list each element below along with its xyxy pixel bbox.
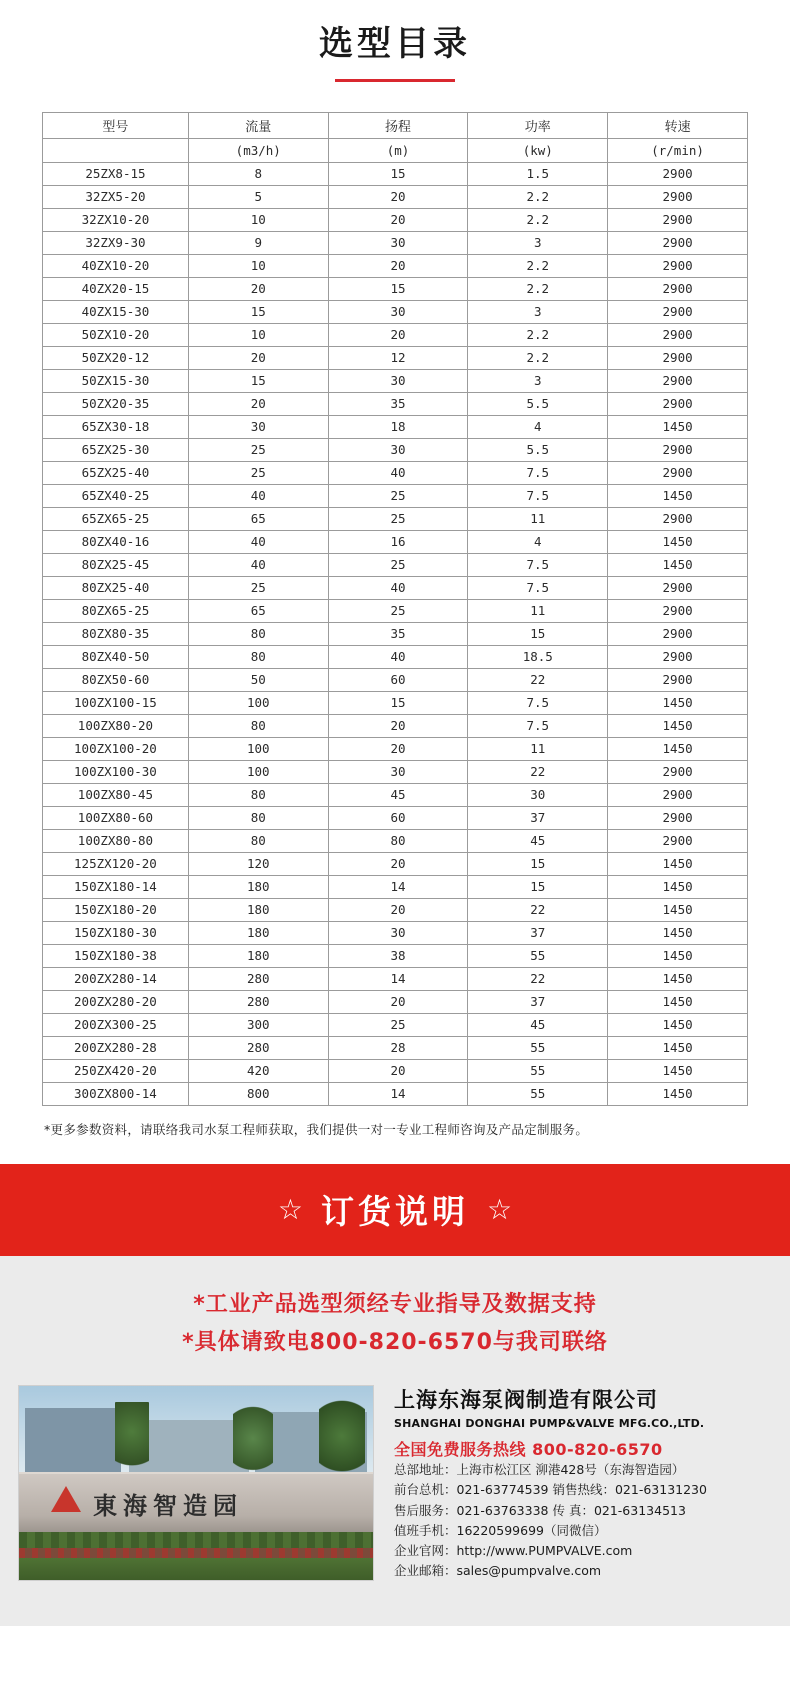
cell-value: 65 [188, 599, 328, 622]
table-note: *更多参数资料，请联络我司水泵工程师获取，我们提供一对一专业工程师咨询及产品定制服务。 [44, 1121, 589, 1137]
table-row [43, 622, 748, 645]
header-cell: 转速 [608, 112, 748, 138]
cell-value: 7.5 [468, 553, 608, 576]
promo-block [0, 1286, 790, 1363]
cell-value: 12 [328, 346, 468, 369]
cell-value: 15 [328, 277, 468, 300]
table-row [43, 714, 748, 737]
cell-model: 250ZX420-20 [43, 1059, 189, 1082]
table-row [43, 392, 748, 415]
cell-value: 1450 [608, 1013, 748, 1036]
cell-model: 50ZX10-20 [43, 323, 189, 346]
cell-value: 2.2 [468, 208, 608, 231]
footer-section [0, 1256, 790, 1626]
cell-value: 2.2 [468, 277, 608, 300]
table-row [43, 231, 748, 254]
cell-value: 280 [188, 967, 328, 990]
cell-value: 2900 [608, 599, 748, 622]
title-underline [335, 79, 455, 82]
cell-model: 50ZX20-12 [43, 346, 189, 369]
table-row [43, 875, 748, 898]
table-row [43, 921, 748, 944]
cell-value: 100 [188, 760, 328, 783]
cell-value: 2900 [608, 438, 748, 461]
cell-value: 20 [328, 254, 468, 277]
cell-value: 2900 [608, 783, 748, 806]
cell-value: 80 [188, 829, 328, 852]
cell-model: 80ZX50-60 [43, 668, 189, 691]
cell-value: 3 [468, 231, 608, 254]
cell-value: 1450 [608, 691, 748, 714]
company-name-cn: 上海东海泵阀制造有限公司 [394, 1387, 658, 1412]
cell-value: 1450 [608, 714, 748, 737]
cell-value: 35 [328, 392, 468, 415]
cell-value: 55 [468, 944, 608, 967]
cell-value: 11 [468, 737, 608, 760]
table-row [43, 553, 748, 576]
cell-value: 55 [468, 1059, 608, 1082]
cell-value: 38 [328, 944, 468, 967]
cell-value: 37 [468, 921, 608, 944]
cell-value: 1450 [608, 944, 748, 967]
photo-tree [233, 1406, 273, 1478]
company-duty-mobile: 值班手机：16220599699（同微信） [394, 1522, 607, 1538]
table-row [43, 208, 748, 231]
table-row [43, 990, 748, 1013]
photo-lawn [19, 1558, 373, 1581]
cell-value: 7.5 [468, 461, 608, 484]
header-cell: 扬程 [328, 112, 468, 138]
cell-value: 40 [188, 484, 328, 507]
cell-value: 2900 [608, 185, 748, 208]
cell-value: 14 [328, 875, 468, 898]
cell-value: 30 [328, 231, 468, 254]
cell-value: 3 [468, 369, 608, 392]
cell-value: 1450 [608, 737, 748, 760]
banner-title: 订货说明 [321, 1192, 469, 1232]
company-row [0, 1385, 790, 1582]
cell-value: 16 [328, 530, 468, 553]
table-row [43, 1059, 748, 1082]
unit-cell: (kw) [468, 138, 608, 162]
table-row [43, 277, 748, 300]
cell-value: 80 [188, 783, 328, 806]
cell-model: 200ZX280-28 [43, 1036, 189, 1059]
cell-value: 5.5 [468, 438, 608, 461]
cell-value: 80 [188, 622, 328, 645]
cell-value: 7.5 [468, 714, 608, 737]
cell-value: 55 [468, 1036, 608, 1059]
cell-value: 2.2 [468, 254, 608, 277]
cell-value: 2900 [608, 208, 748, 231]
cell-value: 280 [188, 990, 328, 1013]
cell-value: 5.5 [468, 392, 608, 415]
cell-value: 15 [328, 162, 468, 185]
cell-value: 25 [328, 507, 468, 530]
factory-photo [18, 1385, 374, 1581]
photo-tree [319, 1400, 365, 1480]
cell-value: 1450 [608, 1036, 748, 1059]
cell-value: 15 [468, 875, 608, 898]
cell-model: 50ZX15-30 [43, 369, 189, 392]
cell-value: 22 [468, 760, 608, 783]
cell-value: 2900 [608, 668, 748, 691]
cell-value: 280 [188, 1036, 328, 1059]
cell-value: 2900 [608, 300, 748, 323]
cell-value: 30 [328, 438, 468, 461]
cell-value: 65 [188, 507, 328, 530]
company-switchboard: 前台总机：021-63774539 销售热线：021-63131230 [394, 1482, 707, 1498]
cell-model: 32ZX10-20 [43, 208, 189, 231]
cell-value: 30 [328, 760, 468, 783]
cell-value: 60 [328, 668, 468, 691]
cell-value: 45 [468, 1013, 608, 1036]
table-row [43, 438, 748, 461]
cell-value: 11 [468, 599, 608, 622]
cell-model: 100ZX80-60 [43, 806, 189, 829]
cell-model: 50ZX20-35 [43, 392, 189, 415]
cell-value: 40 [328, 645, 468, 668]
cell-value: 20 [328, 1059, 468, 1082]
cell-value: 25 [188, 576, 328, 599]
cell-value: 25 [328, 599, 468, 622]
spec-table-body [43, 162, 748, 1105]
table-row [43, 967, 748, 990]
cell-value: 1450 [608, 898, 748, 921]
cell-model: 300ZX800-14 [43, 1082, 189, 1105]
table-row [43, 576, 748, 599]
cell-value: 20 [328, 208, 468, 231]
cell-value: 30 [328, 300, 468, 323]
company-address: 总部地址：上海市松江区 泖港428号（东海智造园） [394, 1462, 685, 1478]
cell-value: 80 [188, 806, 328, 829]
company-hotline: 全国免费服务热线 800-820-6570 [394, 1440, 663, 1460]
company-email[interactable]: 企业邮箱：sales@pumpvalve.com [394, 1563, 602, 1579]
cell-value: 2900 [608, 806, 748, 829]
table-row [43, 254, 748, 277]
cell-value: 5 [188, 185, 328, 208]
cell-model: 40ZX10-20 [43, 254, 189, 277]
cell-model: 150ZX180-14 [43, 875, 189, 898]
photo-tree [115, 1402, 149, 1476]
cell-value: 2900 [608, 507, 748, 530]
table-row [43, 645, 748, 668]
cell-model: 80ZX40-50 [43, 645, 189, 668]
cell-model: 32ZX5-20 [43, 185, 189, 208]
cell-value: 8 [188, 162, 328, 185]
cell-value: 1450 [608, 484, 748, 507]
cell-value: 18 [328, 415, 468, 438]
cell-model: 100ZX100-30 [43, 760, 189, 783]
company-logo-icon [51, 1486, 81, 1512]
cell-value: 80 [188, 645, 328, 668]
table-row [43, 783, 748, 806]
cell-value: 100 [188, 691, 328, 714]
star-icon-right: ☆ [487, 1193, 513, 1225]
table-row [43, 898, 748, 921]
cell-value: 35 [328, 622, 468, 645]
cell-value: 1450 [608, 852, 748, 875]
cell-value: 15 [188, 369, 328, 392]
cell-value: 40 [188, 553, 328, 576]
cell-value: 25 [188, 461, 328, 484]
cell-value: 10 [188, 208, 328, 231]
cell-value: 20 [328, 323, 468, 346]
table-row [43, 369, 748, 392]
table-row [43, 599, 748, 622]
cell-value: 180 [188, 921, 328, 944]
cell-value: 80 [188, 714, 328, 737]
cell-value: 2900 [608, 645, 748, 668]
table-row [43, 323, 748, 346]
cell-model: 200ZX300-25 [43, 1013, 189, 1036]
cell-value: 37 [468, 990, 608, 1013]
cell-value: 2900 [608, 829, 748, 852]
cell-value: 1450 [608, 990, 748, 1013]
cell-value: 20 [328, 898, 468, 921]
cell-value: 2900 [608, 622, 748, 645]
table-row [43, 737, 748, 760]
table-row [43, 185, 748, 208]
cell-value: 20 [328, 852, 468, 875]
cell-model: 150ZX180-20 [43, 898, 189, 921]
cell-model: 25ZX8-15 [43, 162, 189, 185]
cell-value: 180 [188, 898, 328, 921]
cell-model: 100ZX80-80 [43, 829, 189, 852]
cell-value: 1.5 [468, 162, 608, 185]
cell-value: 2900 [608, 346, 748, 369]
cell-value: 20 [188, 346, 328, 369]
cell-value: 20 [188, 277, 328, 300]
photo-wall-text: 東海智造园 [93, 1491, 243, 1520]
cell-value: 4 [468, 530, 608, 553]
header-cell: 型号 [43, 112, 189, 138]
cell-model: 150ZX180-30 [43, 921, 189, 944]
table-header-row [43, 112, 748, 138]
cell-value: 14 [328, 1082, 468, 1105]
cell-value: 25 [328, 553, 468, 576]
table-row [43, 691, 748, 714]
cell-value: 180 [188, 875, 328, 898]
cell-value: 1450 [608, 967, 748, 990]
cell-value: 7.5 [468, 576, 608, 599]
table-row [43, 300, 748, 323]
cell-value: 40 [328, 461, 468, 484]
cell-value: 11 [468, 507, 608, 530]
cell-model: 65ZX65-25 [43, 507, 189, 530]
company-aftersales: 售后服务：021-63763338 传 真：021-63134513 [394, 1502, 686, 1518]
cell-value: 1450 [608, 1082, 748, 1105]
cell-model: 65ZX25-40 [43, 461, 189, 484]
cell-value: 28 [328, 1036, 468, 1059]
cell-value: 14 [328, 967, 468, 990]
cell-model: 32ZX9-30 [43, 231, 189, 254]
cell-value: 10 [188, 323, 328, 346]
cell-value: 7.5 [468, 691, 608, 714]
unit-cell: (m3/h) [188, 138, 328, 162]
table-row [43, 760, 748, 783]
cell-model: 80ZX40-16 [43, 530, 189, 553]
page-title: 选型目录 [319, 24, 471, 64]
table-row [43, 806, 748, 829]
promo-line-1: *工业产品选型须经专业指导及数据支持 [193, 1291, 597, 1317]
company-info [394, 1385, 774, 1582]
order-instructions-banner [0, 1164, 790, 1256]
table-row [43, 461, 748, 484]
cell-value: 7.5 [468, 484, 608, 507]
cell-model: 100ZX100-15 [43, 691, 189, 714]
cell-value: 30 [468, 783, 608, 806]
cell-model: 65ZX25-30 [43, 438, 189, 461]
star-icon-left: ☆ [277, 1193, 303, 1225]
unit-cell: (r/min) [608, 138, 748, 162]
table-row [43, 162, 748, 185]
cell-value: 40 [328, 576, 468, 599]
cell-value: 20 [328, 185, 468, 208]
cell-value: 1450 [608, 553, 748, 576]
cell-value: 37 [468, 806, 608, 829]
cell-value: 2900 [608, 162, 748, 185]
table-row [43, 415, 748, 438]
cell-value: 2900 [608, 392, 748, 415]
cell-value: 800 [188, 1082, 328, 1105]
cell-model: 80ZX65-25 [43, 599, 189, 622]
cell-value: 25 [188, 438, 328, 461]
cell-value: 120 [188, 852, 328, 875]
cell-model: 40ZX20-15 [43, 277, 189, 300]
cell-value: 300 [188, 1013, 328, 1036]
header-cell: 功率 [468, 112, 608, 138]
photo-building-left [25, 1408, 121, 1472]
cell-value: 40 [188, 530, 328, 553]
cell-model: 125ZX120-20 [43, 852, 189, 875]
cell-value: 45 [468, 829, 608, 852]
table-row [43, 484, 748, 507]
cell-value: 180 [188, 944, 328, 967]
cell-model: 65ZX30-18 [43, 415, 189, 438]
cell-value: 1450 [608, 530, 748, 553]
cell-value: 2900 [608, 323, 748, 346]
cell-value: 100 [188, 737, 328, 760]
cell-model: 100ZX80-20 [43, 714, 189, 737]
cell-value: 25 [328, 484, 468, 507]
table-row [43, 507, 748, 530]
cell-value: 20 [328, 990, 468, 1013]
cell-value: 4 [468, 415, 608, 438]
cell-value: 60 [328, 806, 468, 829]
table-row [43, 944, 748, 967]
cell-value: 2900 [608, 277, 748, 300]
promo-line-2: *具体请致电800-820-6570与我司联络 [182, 1330, 608, 1356]
cell-model: 200ZX280-14 [43, 967, 189, 990]
cell-value: 1450 [608, 875, 748, 898]
cell-model: 80ZX80-35 [43, 622, 189, 645]
title-block [0, 0, 790, 82]
cell-value: 45 [328, 783, 468, 806]
table-row [43, 668, 748, 691]
cell-value: 20 [188, 392, 328, 415]
cell-value: 2900 [608, 231, 748, 254]
cell-value: 1450 [608, 415, 748, 438]
header-cell: 流量 [188, 112, 328, 138]
cell-model: 40ZX15-30 [43, 300, 189, 323]
cell-value: 25 [328, 1013, 468, 1036]
table-row [43, 1036, 748, 1059]
cell-model: 80ZX25-45 [43, 553, 189, 576]
cell-value: 50 [188, 668, 328, 691]
cell-value: 2900 [608, 760, 748, 783]
cell-value: 55 [468, 1082, 608, 1105]
cell-value: 1450 [608, 1059, 748, 1082]
table-row [43, 1013, 748, 1036]
cell-value: 80 [328, 829, 468, 852]
cell-value: 2.2 [468, 185, 608, 208]
cell-value: 15 [328, 691, 468, 714]
cell-value: 30 [328, 369, 468, 392]
cell-value: 2.2 [468, 346, 608, 369]
table-unit-row [43, 138, 748, 162]
cell-value: 15 [188, 300, 328, 323]
cell-value: 1450 [608, 921, 748, 944]
spec-table [42, 112, 748, 1106]
cell-model: 150ZX180-38 [43, 944, 189, 967]
cell-model: 100ZX80-45 [43, 783, 189, 806]
company-website[interactable]: 企业官网：http://www.PUMPVALVE.com [394, 1543, 633, 1559]
cell-value: 2900 [608, 369, 748, 392]
table-row [43, 829, 748, 852]
cell-value: 2900 [608, 461, 748, 484]
unit-cell: (m) [328, 138, 468, 162]
cell-value: 22 [468, 898, 608, 921]
cell-model: 80ZX25-40 [43, 576, 189, 599]
cell-value: 22 [468, 668, 608, 691]
cell-value: 9 [188, 231, 328, 254]
table-row [43, 852, 748, 875]
table-row [43, 346, 748, 369]
cell-value: 20 [328, 737, 468, 760]
cell-value: 18.5 [468, 645, 608, 668]
cell-value: 15 [468, 622, 608, 645]
cell-value: 20 [328, 714, 468, 737]
cell-value: 22 [468, 967, 608, 990]
company-name-en: SHANGHAI DONGHAI PUMP&VALVE MFG.CO.,LTD. [394, 1417, 705, 1431]
cell-value: 420 [188, 1059, 328, 1082]
cell-value: 15 [468, 852, 608, 875]
cell-value: 3 [468, 300, 608, 323]
cell-value: 10 [188, 254, 328, 277]
cell-value: 2.2 [468, 323, 608, 346]
cell-value: 30 [328, 921, 468, 944]
table-row [43, 1082, 748, 1105]
cell-model: 100ZX100-20 [43, 737, 189, 760]
spec-table-wrap [42, 112, 748, 1106]
unit-cell [43, 138, 189, 162]
cell-model: 65ZX40-25 [43, 484, 189, 507]
cell-value: 30 [188, 415, 328, 438]
cell-value: 2900 [608, 254, 748, 277]
cell-model: 200ZX280-20 [43, 990, 189, 1013]
table-row [43, 530, 748, 553]
cell-value: 2900 [608, 576, 748, 599]
